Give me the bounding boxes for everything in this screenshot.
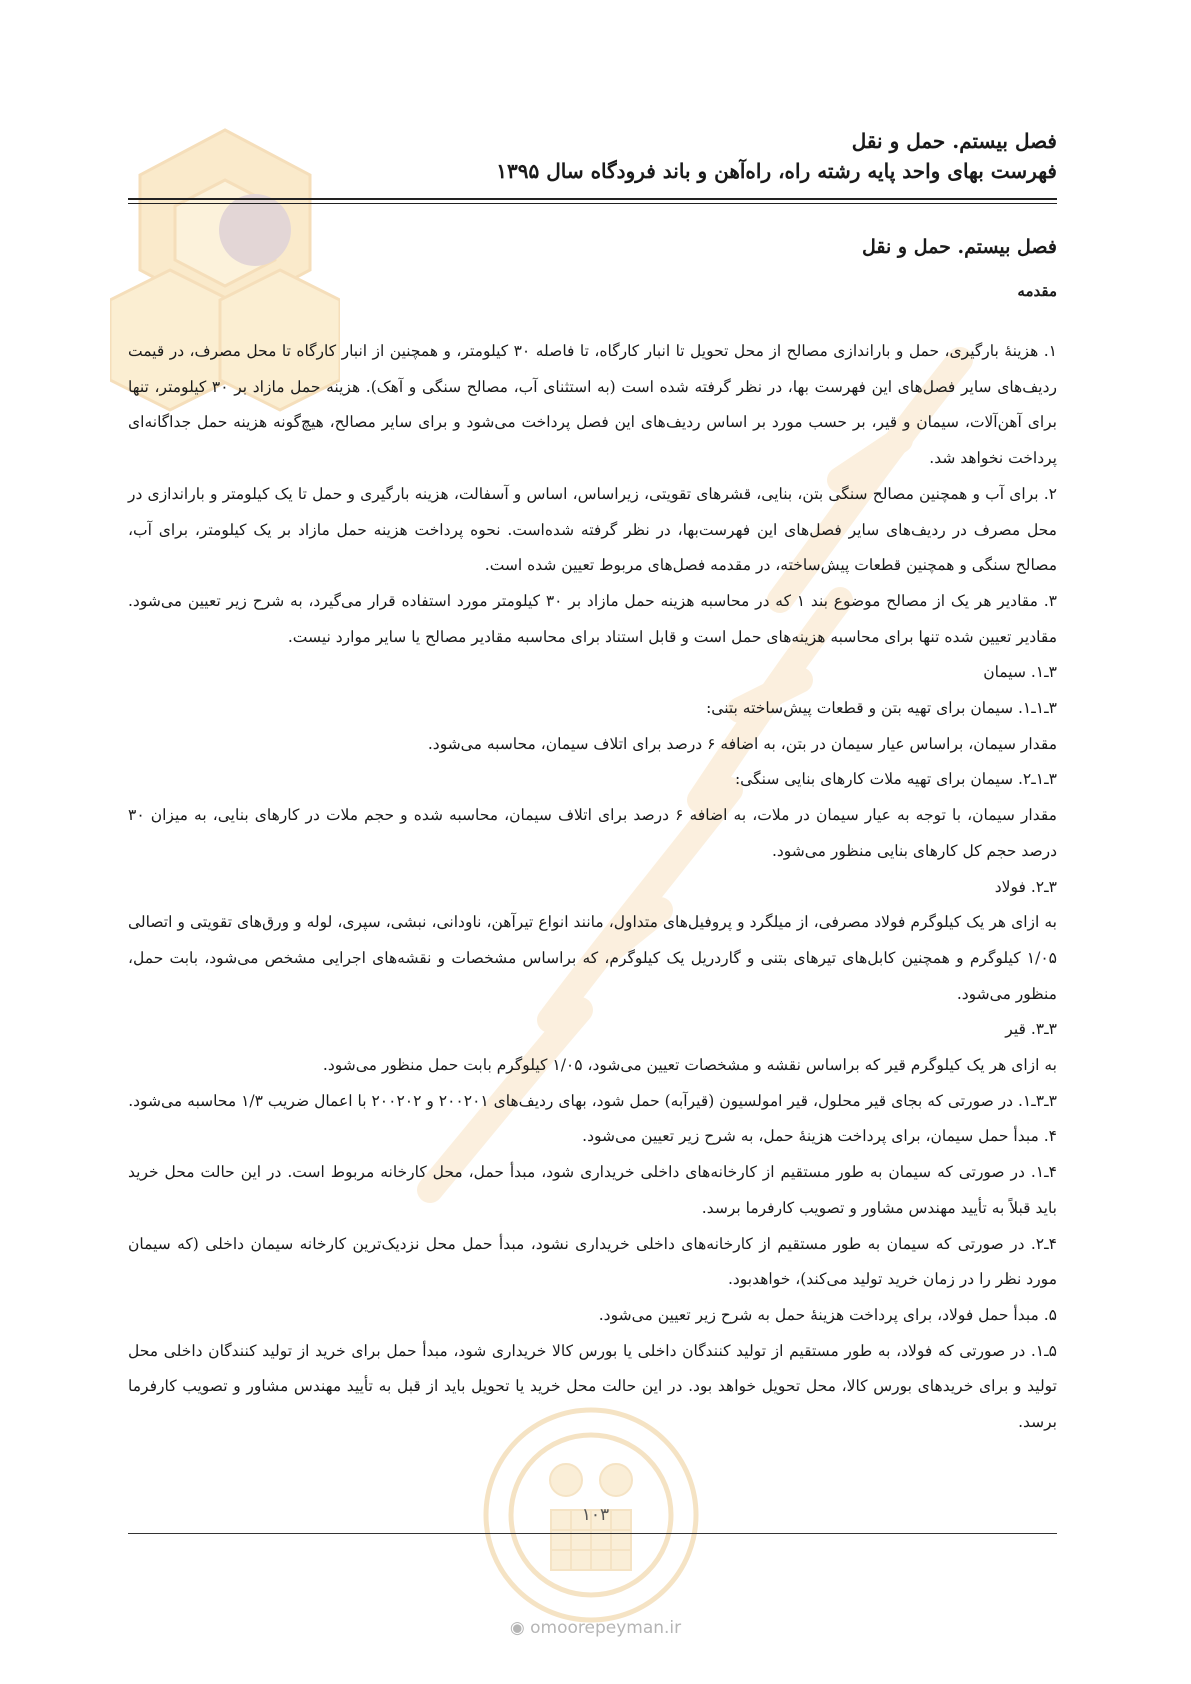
paragraph-4: ۴. مبدأ حمل سیمان، برای پرداخت هزینهٔ حمل، به شرح زیر تعیین می‌شود. (582, 1127, 1057, 1146)
header-rule-thin (128, 203, 1057, 204)
subheading-cement-concrete: ۳ـ۱ـ۱. سیمان برای تهیه بتن و قطعات پیش‌ساخته بتنی: (706, 699, 1057, 718)
page-number: ۱۰۳ (581, 1505, 610, 1525)
paragraph-cement-concrete: مقدار سیمان، براساس عیار سیمان در بتن، به اضافه ۶ درصد برای اتلاف سیمان، محاسبه می‌شود. (427, 734, 1057, 753)
intro-heading: مقدمه (1017, 282, 1057, 300)
globe-icon: ◉ (509, 1618, 525, 1638)
header-rule (128, 198, 1057, 200)
paragraph-3: ۳. مقادیر هر یک از مصالح موضوع بند ۱ که در محاسبه هزینه حمل مازاد بر ۳۰ کیلومتر مورد استفاده قرار می‌گیرد، به شرح زیر تعیین می‌شود. مقادیر تعیین شده تنها برای محاسبه هزینه‌های حمل است و قابل استناد برای محاسبه مقادیر مصالح یا سایر موارد نیست. (128, 591, 1057, 646)
subheading-cement: ۳ـ۱. سیمان (983, 663, 1057, 682)
running-header-chapter: فصل بیستم. حمل و نقل (851, 129, 1057, 153)
paragraph-bitumen-emulsion: ۳ـ۳ـ۱. در صورتی که بجای قیر محلول، قیر امولسیون (قیرآبه) حمل شود، بهای ردیف‌های ۲۰۰۲۰۱ و ۲۰۰۲۰۲ با اعمال ضریب ۱/۳ محاسبه می‌شود. (128, 1091, 1057, 1110)
chapter-title: فصل بیستم. حمل و نقل (862, 236, 1057, 258)
paragraph-cement-mortar: مقدار سیمان، با توجه به عیار سیمان در ملات، به اضافه ۶ درصد برای اتلاف سیمان، محاسبه شده و حجم ملات در کارهای بنایی، به میزان ۳۰ درصد حجم کل کارهای بنایی منظور می‌شود. (128, 806, 1057, 860)
paragraph-steel: به ازای هر یک کیلوگرم فولاد مصرفی، از میلگرد و پروفیل‌های متداول، مانند انواع تیرآهن، ناودانی، نبشی، سپری، لوله و ورق‌های تقویتی و اتصالی ۱/۰۵ کیلوگرم و همچنین کابل‌های تیرهای بتنی و گاردریل یک کیلوگرم، که براساس مشخصات و نقشه‌های اجرایی مشخص می‌شود، بابت حمل، منظور می‌شود. (128, 913, 1057, 1003)
body-text (128, 334, 1057, 1441)
footer-rule (128, 1533, 1057, 1534)
website-label: omoorepeyman.ir (530, 1618, 682, 1638)
paragraph-2: ۲. برای آب و همچنین مصالح سنگی بتن، بنایی، قشرهای تقویتی، زیراساس، اساس و آسفالت، هزینه بارگیری و حمل تا یک کیلومتر و باراندازی در محل مصرف در ردیف‌های سایر فصل‌های این فهرست‌بها، در نظر گرفته شده‌است. نحوه پرداخت هزینه حمل مازاد بر یک کیلومتر، برای آب، مصالح سنگی و همچنین قطعات پیش‌ساخته، در مقدمه فصل‌های مربوط تعیین شده است. (128, 484, 1057, 575)
subheading-steel: ۳ـ۲. فولاد (994, 877, 1057, 896)
paragraph-bitumen: به ازای هر یک کیلوگرم قیر که براساس نقشه و مشخصات تعیین می‌شود، ۱/۰۵ کیلوگرم بابت حمل منظور می‌شود. (322, 1056, 1057, 1075)
running-header-subtitle: فهرست بهای واحد پایه رشته راه، راه‌آهن و باند فرودگاه سال ۱۳۹۵ (496, 159, 1057, 183)
paragraph-5: ۵. مبدأ حمل فولاد، برای پرداخت هزینهٔ حمل به شرح زیر تعیین می‌شود. (598, 1305, 1057, 1324)
paragraph-1: ۱. هزینهٔ بارگیری، حمل و باراندازی مصالح از محل تحویل تا انبار کارگاه، تا فاصله ۳۰ کیلومتر، و همچنین از انبار کارگاه تا محل مصرف، در قیمت ردیف‌های سایر فصل‌های این فهرست بها، در نظر گرفته شده است (به استثنای آب، مصالح سنگی و آهک). هزینه حمل مازاد بر ۳۰ کیلومتر، تنها برای آهن‌آلات، سیمان و قیر، بر حسب مورد بر اساس ردیف‌های این فصل پرداخت می‌شود و برای سایر مصالح، هیچ‌گونه هزینه حمل جداگانه‌ای پرداخت نخواهد شد. (128, 342, 1057, 468)
paragraph-4-2: ۴ـ۲. در صورتی که سیمان به طور مستقیم از کارخانه‌های داخلی خریداری نشود، مبدأ حمل محل نزدیک‌ترین کارخانه سیمان داخلی (که سیمان مورد نظر را در زمان خرید تولید می‌کند)، خواهدبود. (128, 1234, 1057, 1289)
paragraph-5-1: ۵ـ۱. در صورتی که فولاد، به طور مستقیم از تولید کنندگان داخلی یا بورس کالا خریداری شود، مبدأ حمل برای خرید از تولید کنندگان داخلی محل تولید و برای خریدهای بورس کالا، محل تحویل خواهد بود. در این حالت محل خرید یا تحویل باید از قبل به تأیید مهندس مشاور و تصویب کارفرما برسد. (128, 1341, 1057, 1432)
website-watermark (0, 1618, 1191, 1638)
subheading-cement-mortar: ۳ـ۱ـ۲. سیمان برای تهیه ملات کارهای بنایی سنگی: (734, 770, 1057, 789)
page-content (128, 126, 1057, 1441)
paragraph-4-1: ۴ـ۱. در صورتی که سیمان به طور مستقیم از کارخانه‌های داخلی خریداری شود، مبدأ حمل، محل کارخانه مربوط است. در این حالت محل خرید باید قبلاً به تأیید مهندس مشاور و تصویب کارفرما برسد. (128, 1163, 1057, 1217)
subheading-bitumen: ۳ـ۳. قیر (1005, 1020, 1057, 1039)
